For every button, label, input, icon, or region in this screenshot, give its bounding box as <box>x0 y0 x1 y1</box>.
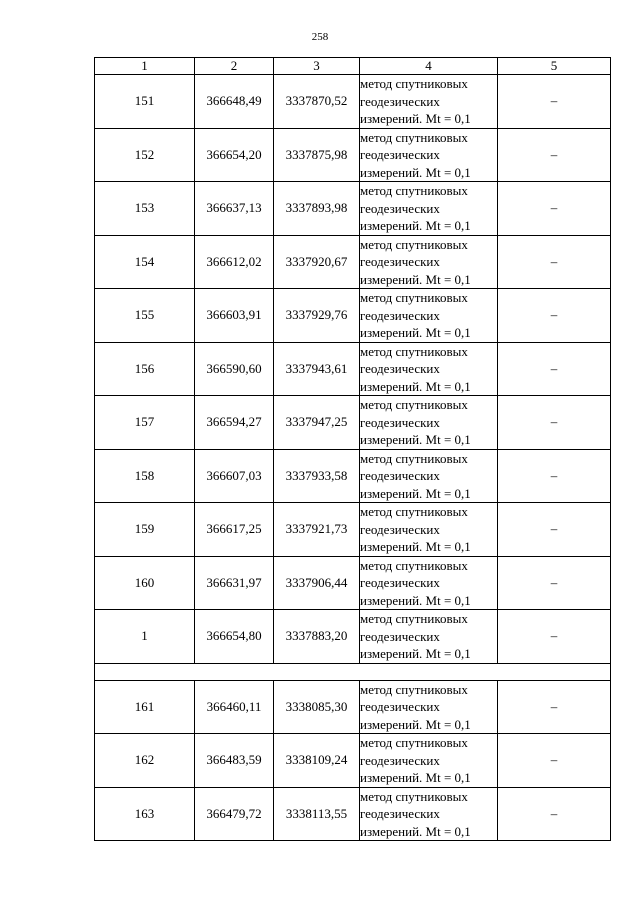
method-line: геодезических <box>360 521 440 537</box>
method-description <box>360 680 498 734</box>
coord-x: 366637,13 <box>195 182 274 236</box>
method-line: измерений. Mt = 0,1 <box>360 325 471 340</box>
column-5-value: – <box>498 182 611 236</box>
coord-x: 366612,02 <box>195 235 274 289</box>
group-2-rows <box>95 680 611 841</box>
method-line: геодезических <box>360 575 440 590</box>
point-number: 152 <box>95 128 195 182</box>
table-row <box>95 787 611 841</box>
method-line: геодезических <box>360 699 440 714</box>
method-line: измерений. Mt = 0,1 <box>360 164 471 180</box>
method-line: геодезических <box>360 628 440 644</box>
column-5-value: – <box>498 128 611 182</box>
coord-y: 3337947,25 <box>274 396 360 450</box>
coord-y: 3337906,44 <box>274 556 360 610</box>
coord-y: 3337943,61 <box>274 342 360 396</box>
method-description <box>360 128 498 182</box>
column-5-value: – <box>498 610 611 664</box>
table-row <box>95 610 611 664</box>
column-5-value: – <box>498 556 611 610</box>
method-line: измерений. Mt = 0,1 <box>360 770 471 785</box>
table-row <box>95 680 611 734</box>
point-number: 161 <box>95 680 195 734</box>
col-header-1: 1 <box>95 58 195 75</box>
col-header-2: 2 <box>195 58 274 75</box>
method-line: геодезических <box>360 93 440 109</box>
column-5-value: – <box>498 289 611 343</box>
method-description <box>360 342 498 396</box>
coord-y: 3337921,73 <box>274 503 360 557</box>
method-line: измерений. Mt = 0,1 <box>360 539 471 554</box>
coord-x: 366617,25 <box>195 503 274 557</box>
table-row <box>95 235 611 289</box>
method-line: измерений. Mt = 0,1 <box>360 646 471 661</box>
point-number: 155 <box>95 289 195 343</box>
table-row <box>95 396 611 450</box>
column-5-value: – <box>498 75 611 129</box>
method-line: метод спутниковых <box>360 343 468 359</box>
col-header-3: 3 <box>274 58 360 75</box>
method-line: измерений. Mt = 0,1 <box>360 218 471 233</box>
point-number: 154 <box>95 235 195 289</box>
coord-y: 3337929,76 <box>274 289 360 343</box>
point-number: 156 <box>95 342 195 396</box>
method-line: геодезических <box>360 752 440 768</box>
method-line: измерений. Mt = 0,1 <box>360 111 471 126</box>
method-line: измерений. Mt = 0,1 <box>360 378 471 394</box>
table-row <box>95 289 611 343</box>
method-line: измерений. Mt = 0,1 <box>360 271 471 287</box>
method-line: метод спутниковых <box>360 611 468 626</box>
separator-cell <box>95 663 611 680</box>
coord-x: 366594,27 <box>195 396 274 450</box>
method-line: метод спутниковых <box>360 183 468 198</box>
method-line: метод спутниковых <box>360 129 468 145</box>
method-line: метод спутниковых <box>360 236 468 252</box>
point-number: 151 <box>95 75 195 129</box>
coord-x: 366479,72 <box>195 787 274 841</box>
point-number: 159 <box>95 503 195 557</box>
coord-x: 366590,60 <box>195 342 274 396</box>
method-line: измерений. Mt = 0,1 <box>360 716 471 732</box>
coord-y: 3337933,58 <box>274 449 360 503</box>
header-row <box>95 58 611 75</box>
method-description <box>360 556 498 610</box>
coord-x: 366648,49 <box>195 75 274 129</box>
table-row <box>95 342 611 396</box>
column-5-value: – <box>498 235 611 289</box>
separator-row <box>95 663 611 680</box>
table-row <box>95 734 611 788</box>
point-number: 157 <box>95 396 195 450</box>
coord-x: 366603,91 <box>195 289 274 343</box>
point-number: 158 <box>95 449 195 503</box>
coord-x: 366654,20 <box>195 128 274 182</box>
method-line: метод спутниковых <box>360 450 468 466</box>
column-5-value: – <box>498 396 611 450</box>
table-row <box>95 449 611 503</box>
method-line: геодезических <box>360 468 440 483</box>
method-line: метод спутниковых <box>360 788 468 804</box>
table-row <box>95 75 611 129</box>
coord-x: 366631,97 <box>195 556 274 610</box>
point-number: 163 <box>95 787 195 841</box>
coord-y: 3337883,20 <box>274 610 360 664</box>
col-header-4: 4 <box>360 58 498 75</box>
coord-x: 366607,03 <box>195 449 274 503</box>
method-line: метод спутниковых <box>360 290 468 305</box>
table-row <box>95 503 611 557</box>
method-line: метод спутниковых <box>360 735 468 750</box>
coordinates-table <box>94 57 611 841</box>
method-line: геодезических <box>360 806 440 821</box>
method-line: метод спутниковых <box>360 681 468 697</box>
method-line: геодезических <box>360 147 440 162</box>
point-number: 153 <box>95 182 195 236</box>
point-number: 162 <box>95 734 195 788</box>
method-line: измерений. Mt = 0,1 <box>360 823 471 839</box>
coord-y: 3337893,98 <box>274 182 360 236</box>
method-description <box>360 449 498 503</box>
column-5-value: – <box>498 734 611 788</box>
method-description <box>360 734 498 788</box>
table-row <box>95 128 611 182</box>
column-5-value: – <box>498 680 611 734</box>
col-header-5: 5 <box>498 58 611 75</box>
group-1-rows <box>95 75 611 664</box>
method-line: геодезических <box>360 307 440 323</box>
table-row <box>95 182 611 236</box>
coord-x: 366654,80 <box>195 610 274 664</box>
method-line: измерений. Mt = 0,1 <box>360 592 471 608</box>
coord-y: 3338113,55 <box>274 787 360 841</box>
coord-y: 3337920,67 <box>274 235 360 289</box>
coord-y: 3338109,24 <box>274 734 360 788</box>
coord-y: 3338085,30 <box>274 680 360 734</box>
table-row <box>95 556 611 610</box>
method-description <box>360 787 498 841</box>
coord-y: 3337875,98 <box>274 128 360 182</box>
coord-x: 366483,59 <box>195 734 274 788</box>
method-description <box>360 610 498 664</box>
method-description <box>360 396 498 450</box>
method-line: метод спутниковых <box>360 504 468 519</box>
method-line: геодезических <box>360 361 440 376</box>
method-line: метод спутниковых <box>360 557 468 573</box>
column-5-value: – <box>498 449 611 503</box>
method-description <box>360 75 498 129</box>
separator <box>95 663 611 680</box>
method-line: геодезических <box>360 200 440 216</box>
coord-y: 3337870,52 <box>274 75 360 129</box>
point-number: 160 <box>95 556 195 610</box>
method-line: геодезических <box>360 254 440 269</box>
page-number: 258 <box>311 31 329 43</box>
column-5-value: – <box>498 787 611 841</box>
coord-x: 366460,11 <box>195 680 274 734</box>
method-description <box>360 235 498 289</box>
point-number: 1 <box>95 610 195 664</box>
method-line: измерений. Mt = 0,1 <box>360 485 471 501</box>
method-description <box>360 182 498 236</box>
method-line: метод спутниковых <box>360 397 468 412</box>
method-line: метод спутниковых <box>360 76 468 91</box>
method-line: геодезических <box>360 414 440 430</box>
method-description <box>360 289 498 343</box>
column-5-value: – <box>498 342 611 396</box>
method-description <box>360 503 498 557</box>
method-line: измерений. Mt = 0,1 <box>360 432 471 447</box>
column-5-value: – <box>498 503 611 557</box>
